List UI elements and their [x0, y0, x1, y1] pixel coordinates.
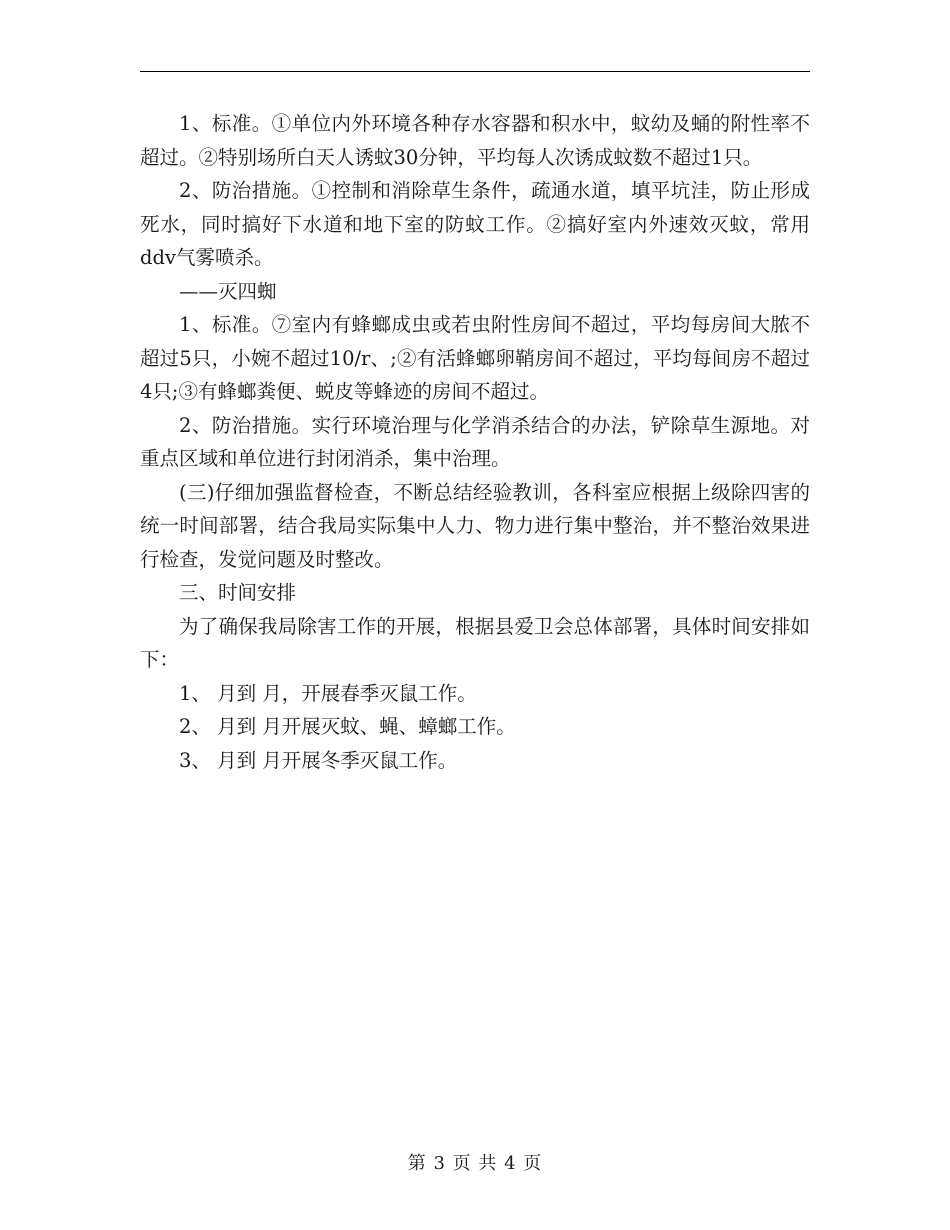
document-body [140, 107, 810, 777]
paragraph-schedule-intro: 为了确保我局除害工作的开展，根据县爱卫会总体部署，具体时间安排如下： [140, 614, 810, 671]
schedule-item-3: 3、 月到 月开展冬季灭鼠工作。 [179, 748, 458, 772]
paragraph-mosquito-standard: 1、标准。①单位内外环境各种存水容器和积水中，蚊幼及蛹的附性率不超过。②特别场所白天人诱蚊30分钟，平均每人次诱成蚊数不超过1只。 [140, 112, 810, 169]
section-heading-cockroach: ——灭四蜘 [179, 279, 277, 303]
page-number: 第 3 页 共 4 页 [407, 1153, 543, 1174]
paragraph-mosquito-measures: 2、防治措施。①控制和消除草生条件，疏通水道，填平坑洼，防止形成死水，同时搞好下水道和地下室的防蚊工作。②搞好室内外速效灭蚊，常用ddv气雾喷杀。 [140, 179, 810, 269]
section-heading-schedule: 三、时间安排 [179, 581, 297, 604]
paragraph-supervision: (三)仔细加强监督检查，不断总结经验教训，各科室应根据上级除四害的统一时间部署，结合我局实际集中人力、物力进行集中整治，并不整治效果进行检查，发觉问题及时整改。 [140, 480, 810, 571]
paragraph-cockroach-measures: 2、防治措施。实行环境治理与化学消杀结合的办法，铲除草生源地。对重点区域和单位进行封闭消杀，集中治理。 [140, 413, 810, 470]
header-rule [140, 71, 810, 72]
schedule-item-2: 2、 月到 月开展灭蚊、蝇、蟑螂工作。 [179, 715, 516, 738]
paragraph-cockroach-standard: 1、标准。⑦室内有蜂螂成虫或若虫附性房间不超过，平均每房间大脓不超过5只，小婉不超过10/r、;②有活蜂螂卵鞘房间不超过，平均每间房不超过4只;③有蜂螂粪便、蜕皮等蜂迹的房间不超过。 [140, 313, 810, 403]
schedule-item-1: 1、 月到 月，开展春季灭鼠工作。 [179, 681, 477, 705]
